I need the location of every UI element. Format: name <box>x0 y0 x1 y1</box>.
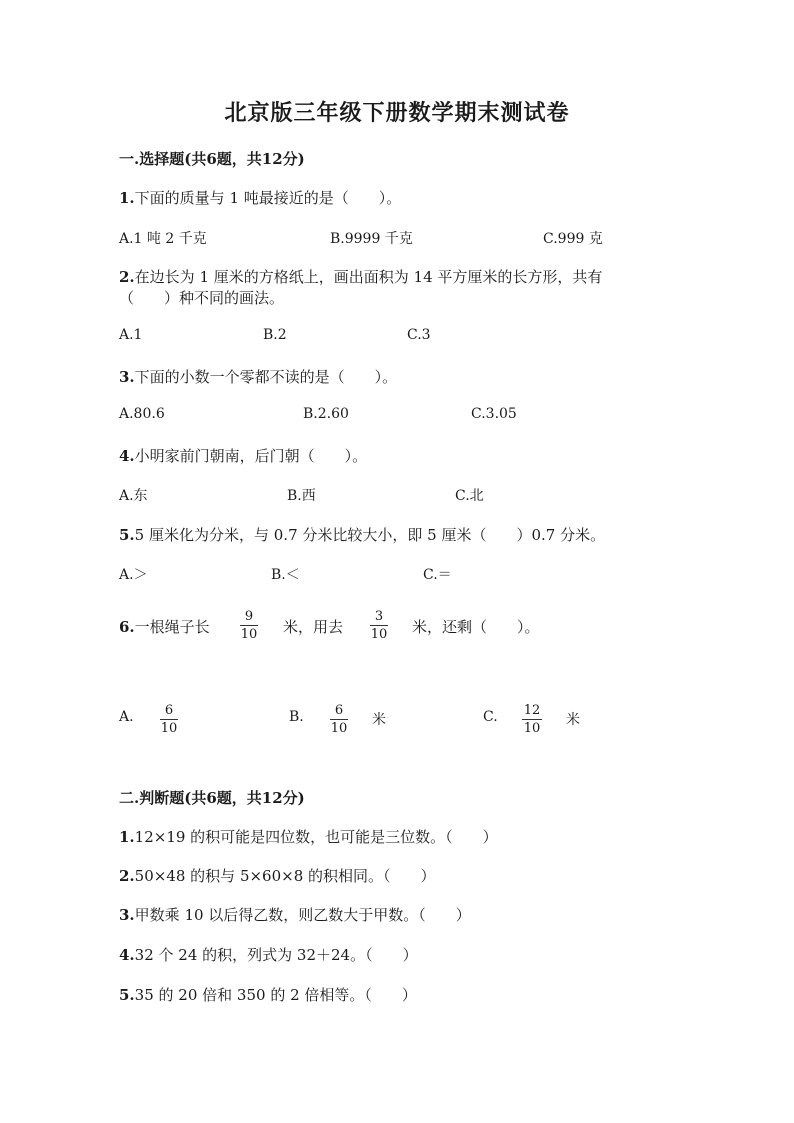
option-b-fraction <box>330 703 348 736</box>
judgement-item <box>119 826 498 847</box>
question-5 <box>119 524 605 545</box>
question-number: 2. <box>119 867 135 885</box>
judgement-item <box>119 944 418 965</box>
fraction-numerator: 12 <box>523 703 541 718</box>
question-number: 3. <box>119 368 135 386</box>
page-title: 北京版三年级下册数学期末测试卷 <box>224 100 570 126</box>
question-text: 下面的质量与 1 吨最接近的是（ ）。 <box>134 189 402 207</box>
fraction-denominator: 10 <box>523 721 541 736</box>
option-a: A.1 <box>119 327 143 343</box>
question-1 <box>119 187 401 208</box>
fraction-denominator: 10 <box>330 721 348 736</box>
question-number: 4. <box>119 946 135 964</box>
fraction <box>370 609 388 642</box>
section-heading-choice: 一.选择题(共6题，共12分) <box>119 150 305 168</box>
question-number: 5. <box>119 986 135 1004</box>
question-number: 3. <box>119 906 135 924</box>
option-c: C.＝ <box>423 567 452 583</box>
option-c: C.3 <box>407 327 431 343</box>
question-text: 5 厘米化为分米，与 0.7 分米比较大小，即 5 厘米（ ）0.7 分米。 <box>134 526 606 544</box>
fraction-numerator: 6 <box>164 703 174 718</box>
question-number: 6. <box>119 618 135 636</box>
question-text: 在边长为 1 厘米的方格纸上，画出面积为 14 平方厘米的长方形，共有 <box>134 268 603 286</box>
question-text: 12×19 的积可能是四位数，也可能是三位数。（ ） <box>134 828 498 846</box>
question-number: 4. <box>119 447 135 465</box>
fraction-numerator: 3 <box>374 609 384 624</box>
question-text: 32 个 24 的积，列式为 32＋24。（ ） <box>134 946 418 964</box>
question-number: 1. <box>119 828 135 846</box>
question-number: 5. <box>119 526 135 544</box>
option-c-unit: 米 <box>566 712 580 728</box>
fraction-bar <box>160 719 178 720</box>
fraction-bar <box>330 719 348 720</box>
option-a: A.1 吨 2 千克 <box>119 231 207 247</box>
question-4 <box>119 445 367 466</box>
option-a: A.东 <box>119 488 148 504</box>
question-text: 一根绳子长 <box>134 618 210 636</box>
question-text: 35 的 20 倍和 350 的 2 倍相等。（ ） <box>134 986 417 1004</box>
option-a: A.＞ <box>119 567 148 583</box>
option-c: C.3.05 <box>471 406 517 422</box>
option-c-label: C. <box>483 709 498 725</box>
option-b: B.2.60 <box>303 406 349 422</box>
section-heading-judgement: 二.判断题(共6题，共12分) <box>119 789 305 807</box>
question-number: 2. <box>119 268 135 286</box>
question-text: 米，还剩（ ）。 <box>412 618 540 636</box>
fraction-bar <box>370 625 388 626</box>
option-a-label: A. <box>119 709 134 725</box>
fraction-denominator: 10 <box>370 627 388 642</box>
fraction <box>240 609 258 642</box>
question-2-line2: （ ）种不同的画法。 <box>119 289 285 307</box>
option-c-fraction <box>522 703 542 736</box>
option-b: B.＜ <box>271 567 300 583</box>
fraction-numerator: 6 <box>334 703 344 718</box>
fraction-bar <box>522 719 542 720</box>
option-b: B.9999 千克 <box>330 231 413 247</box>
judgement-item <box>119 865 436 886</box>
question-text: 米，用去 <box>283 618 344 636</box>
question-text: 甲数乘 10 以后得乙数，则乙数大于甲数。（ ） <box>134 906 471 924</box>
question-text: 下面的小数一个零都不读的是（ ）。 <box>134 368 398 386</box>
judgement-item <box>119 984 417 1005</box>
question-2 <box>119 266 602 287</box>
option-b-label: B. <box>289 709 304 725</box>
question-number: 1. <box>119 189 135 207</box>
option-b-unit: 米 <box>372 712 386 728</box>
option-a: A.80.6 <box>119 406 165 422</box>
question-text: 50×48 的积与 5×60×8 的积相同。（ ） <box>134 867 436 885</box>
fraction-bar <box>240 625 258 626</box>
option-c: C.北 <box>455 488 484 504</box>
option-b: B.西 <box>287 488 316 504</box>
option-b: B.2 <box>263 327 287 343</box>
judgement-item <box>119 904 471 925</box>
option-a-fraction <box>160 703 178 736</box>
question-text: 小明家前门朝南，后门朝（ ）。 <box>134 447 368 465</box>
option-c: C.999 克 <box>543 231 603 247</box>
fraction-denominator: 10 <box>240 627 258 642</box>
fraction-numerator: 9 <box>244 609 254 624</box>
question-3 <box>119 366 397 387</box>
fraction-denominator: 10 <box>160 721 178 736</box>
question-6 <box>119 616 210 637</box>
